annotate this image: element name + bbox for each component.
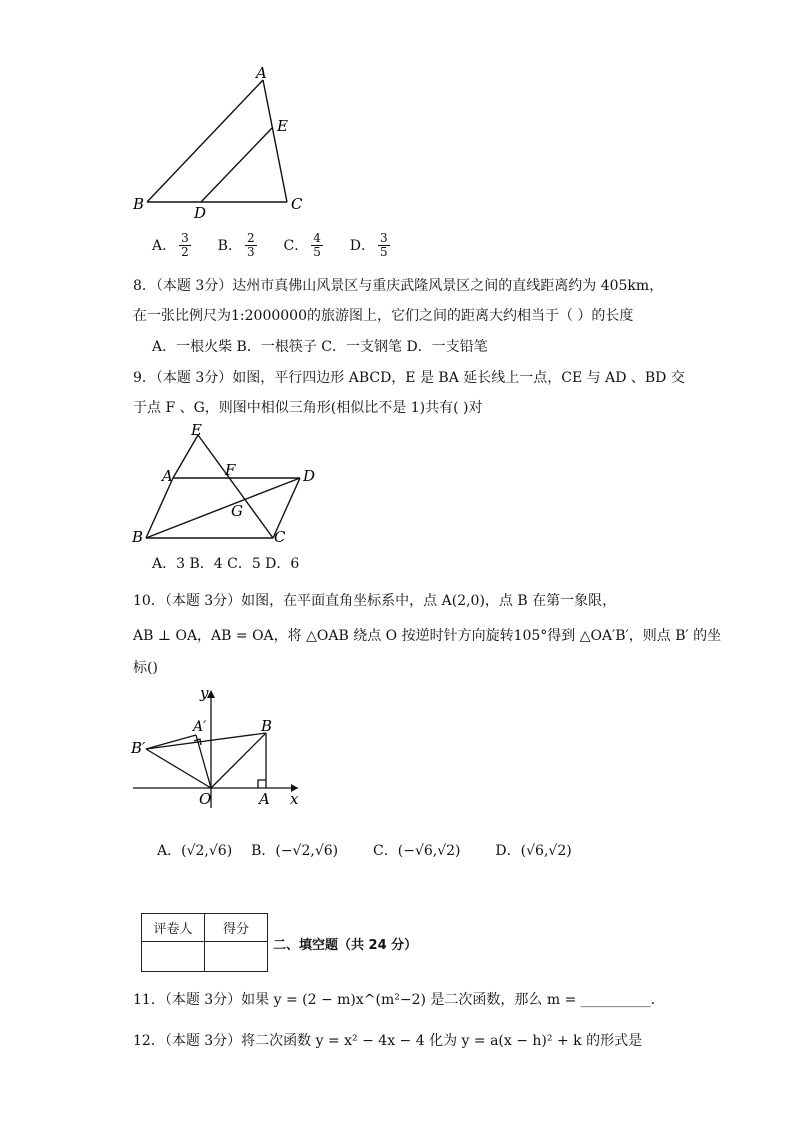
label-e: E bbox=[191, 421, 202, 439]
score-cell[interactable] bbox=[205, 942, 268, 972]
q7-figure bbox=[125, 60, 315, 220]
segment-de bbox=[201, 128, 272, 202]
q10-option-c[interactable]: C．(−√6,√2) bbox=[373, 843, 461, 859]
segment-b2b bbox=[146, 733, 266, 749]
label-e: E bbox=[277, 117, 288, 135]
q7-options bbox=[152, 232, 390, 259]
label-y: y bbox=[200, 684, 209, 702]
q10-options bbox=[157, 840, 572, 860]
right-angle-a bbox=[258, 780, 266, 788]
q9-line1: 9．（本题 3分）如图，平行四边形 ABCD，E 是 BA 延长线上一点，CE 与 AD 、BD 交 bbox=[133, 370, 685, 386]
label-b: B bbox=[261, 717, 273, 735]
label-f: F bbox=[225, 461, 236, 479]
q7-option-b[interactable]: B． $\frac{2}{3}$ bbox=[217, 231, 255, 259]
q7-option-c[interactable]: C． $\frac{4}{5}$ bbox=[283, 231, 321, 259]
q9-figure bbox=[128, 420, 328, 550]
q10-option-b[interactable]: B．(−√2,√6) bbox=[251, 843, 339, 859]
label-a-prime: A′ bbox=[193, 719, 207, 735]
q9-options[interactable]: A．3 B．4 C．5 D．6 bbox=[152, 556, 300, 572]
q7-option-a[interactable]: A． $\frac{3}{2}$ bbox=[152, 231, 189, 259]
label-a: A bbox=[162, 467, 173, 485]
label-a: A bbox=[259, 790, 270, 808]
q11-text: 11．（本题 3分）如果 y = (2 − m)x^(m²−2) 是二次函数，那么 m = __________． bbox=[133, 992, 665, 1008]
q10-line3: 标() bbox=[133, 660, 158, 676]
segment-ae bbox=[173, 435, 198, 478]
q8-options[interactable]: A．一根火柴 B．一根筷子 C．一支钢笔 D．一支铅笔 bbox=[152, 339, 488, 355]
label-g: G bbox=[231, 502, 243, 520]
label-x: x bbox=[290, 790, 299, 808]
segment-ac bbox=[263, 80, 287, 202]
q8-line1: 8．（本题 3分）达州市真佛山风景区与重庆武隆风景区之间的直线距离约为 405km， bbox=[133, 278, 664, 294]
q9-line2: 于点 F 、G，则图中相似三角形(相似比不是 1)共有( )对 bbox=[133, 400, 483, 416]
label-b: B bbox=[133, 195, 145, 213]
q10-option-a[interactable]: A．(√2,√6) bbox=[157, 843, 233, 859]
q10-figure bbox=[128, 682, 318, 812]
score-header: 得分 bbox=[205, 914, 268, 942]
segment-b2a2 bbox=[146, 735, 196, 749]
segment-ec bbox=[198, 435, 273, 538]
label-d: D bbox=[194, 204, 207, 220]
label-c: C bbox=[274, 528, 286, 546]
q12-text: 12．（本题 3分）将二次函数 y = x² − 4x − 4 化为 y = a(x − h)² + k 的形式是 bbox=[133, 1033, 643, 1049]
q7-option-d[interactable]: D． $\frac{3}{5}$ bbox=[349, 231, 388, 259]
section2-title: 二、填空题（共 24 分） bbox=[273, 938, 418, 953]
grader-header: 评卷人 bbox=[142, 914, 205, 942]
label-a: A bbox=[256, 64, 267, 82]
q8-line2: 在一张比例尺为1:2000000的旅游图上，它们之间的距离大约相当于（ ）的长度 bbox=[133, 308, 634, 324]
label-o: O bbox=[199, 790, 212, 808]
label-b-prime: B′ bbox=[131, 739, 146, 757]
q10-line2: AB ⊥ OA，AB = OA，将 △OAB 绕点 O 按逆时针方向旋转105°得到 △OA′B′，则点 B′ 的坐 bbox=[133, 628, 722, 644]
grader-cell[interactable] bbox=[142, 942, 205, 972]
score-table bbox=[141, 913, 268, 972]
q10-line1: 10．（本题 3分）如图，在平面直角坐标系中，点 A(2,0)，点 B 在第一象限， bbox=[133, 593, 617, 609]
label-b: B bbox=[132, 528, 144, 546]
segment-ab bbox=[147, 80, 263, 202]
label-c: C bbox=[291, 195, 303, 213]
label-d: D bbox=[303, 467, 316, 485]
q10-option-d[interactable]: D．(√6,√2) bbox=[495, 843, 572, 859]
